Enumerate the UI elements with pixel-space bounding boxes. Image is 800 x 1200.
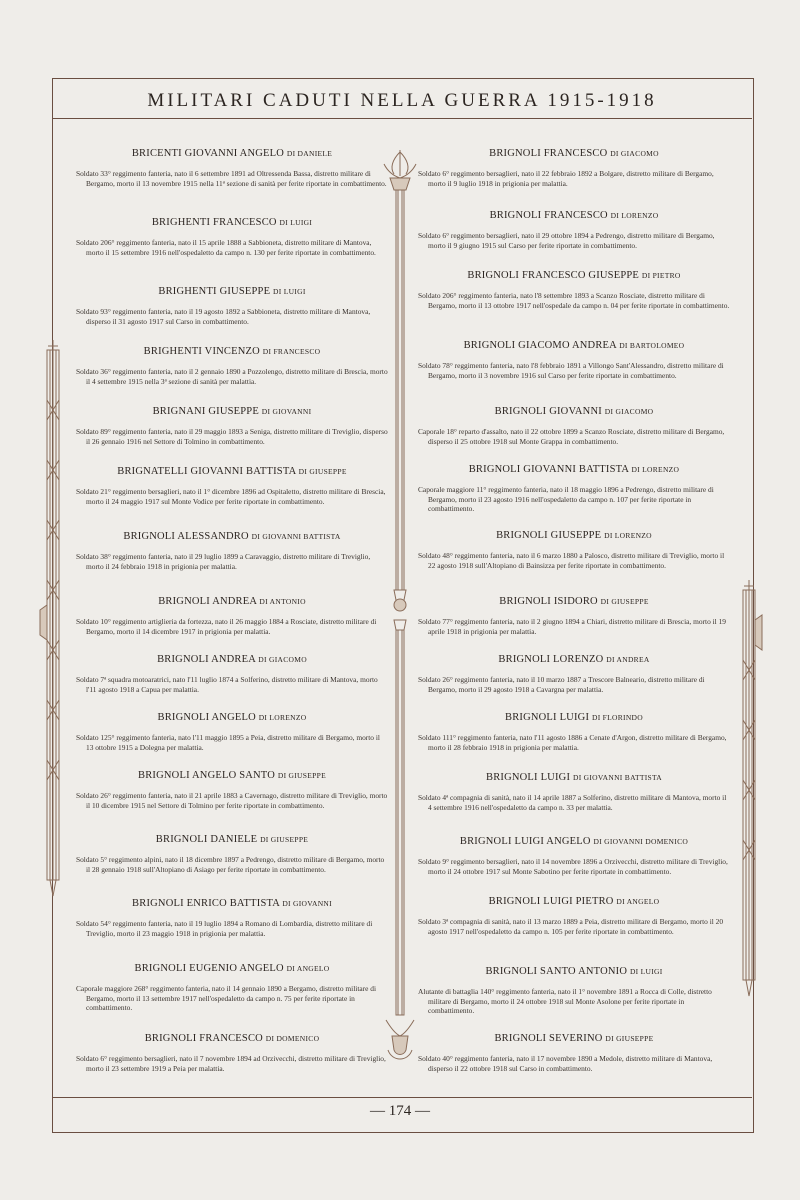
father-name: DI GIOVANNI (282, 899, 332, 908)
soldier-name: BRIGNOLI GIUSEPPE (496, 530, 602, 541)
entry-name (76, 654, 388, 665)
entry-name (418, 836, 730, 847)
father-name: DI LUIGI (629, 967, 663, 976)
soldier-name: BRIGNOLI ANDREA (157, 654, 256, 665)
entry-description: Soldato 36° reggimento fanteria, nato il 2 gennaio 1890 a Pozzolengo, distretto militare di Brescia, morto il 4 settembre 1915 nella 3ª sezione di sanità per malattia. (76, 367, 388, 386)
entry-item (76, 286, 388, 326)
entry-item (418, 406, 730, 446)
soldier-name: BRIGNOLI LUIGI (504, 712, 590, 723)
father-name: DI GIUSEPPE (600, 597, 649, 606)
entry-description: Alutante di battaglia 140° reggimento fanteria, nato il 1° novembre 1891 a Rocca di Colle, distretto militare di Bergamo, morto il 24 ottobre 1918 sul Monte Asolone per ferite riportate in combattimento. (418, 987, 712, 1016)
soldier-name: BRIGNOLI ISIDORO (499, 596, 598, 607)
father-name: DI LORENZO (604, 531, 652, 540)
father-name: DI DOMENICO (265, 1034, 320, 1043)
entry-description: Soldato 7ª squadra motoaratrici, nato l'11 luglio 1874 a Solferino, distretto militare di Mantova, morto l'11 agosto 1918 a Capua per malattia. (76, 675, 378, 694)
entry-name (418, 340, 730, 351)
father-name: DI GIACOMO (258, 655, 307, 664)
entry-item (418, 772, 730, 812)
entry-item (418, 966, 730, 1016)
entry-description: Soldato 40° reggimento fanteria, nato il 17 novembre 1890 a Medole, distretto militare di Mantova, disperso il 22 ottobre 1918 sul Carso in combattimento. (418, 1054, 713, 1073)
soldier-name: BRIGNOLI FRANCESCO (489, 210, 608, 221)
entry-description: Soldato 89° reggimento fanteria, nato il 29 maggio 1893 a Seniga, distretto militare di Treviglio, disperso il 26 gennaio 1916 nel Settore di Tolmino in combattimento. (76, 427, 388, 446)
entry-item (76, 712, 388, 752)
left-fasces-ornament (38, 340, 68, 900)
entry-name (76, 1033, 388, 1044)
entry-description: Soldato 6° reggimento bersaglieri, nato il 7 novembre 1894 ad Orzivecchi, distretto militare di Treviglio, morto il 23 settembre 1919 a Peia per malattia. (76, 1054, 386, 1073)
entry-description: Caporale 18° reparto d'assalto, nato il 22 ottobre 1899 a Scanzo Rosciate, distretto militare di Bergamo, disperso il 25 ottobre 1918 sul Monte Grappa in combattimento. (418, 427, 725, 446)
father-name: DI ANGELO (616, 897, 660, 906)
soldier-name: BRIGNOLI LUIGI ANGELO (459, 836, 591, 847)
entry-description: Soldato 111° reggimento fanteria, nato l'11 agosto 1886 a Cenate d'Argon, distretto militare di Bergamo, morto il 28 febbraio 1918 in prigionia per malattia. (418, 733, 727, 752)
father-name: DI GIACOMO (604, 407, 654, 416)
entry-description: Soldato 3ª compagnia di sanità, nato il 13 marzo 1889 a Peia, distretto militare di Bergamo, morto il 20 agosto 1917 nell'ospedaletto da campo n. 105 per ferite riportate in combattimento. (418, 917, 724, 936)
soldier-name: BRIGNOLI DANIELE (155, 834, 258, 845)
entry-item (418, 270, 730, 310)
father-name: DI GIOVANNI BATTISTA (572, 773, 662, 782)
entry-name (76, 834, 388, 845)
father-name: DI LUIGI (279, 218, 313, 227)
entry-name (76, 531, 388, 542)
entry-name (418, 148, 730, 159)
entry-name (418, 966, 730, 977)
entry-item (76, 834, 388, 874)
entry-description: Caporale maggiore 11° reggimento fanteria, nato il 18 maggio 1896 a Pedrengo, distretto militare di Bergamo, morto il 23 agosto 1916 nell'ospedaletto da campo n. 107 per ferite riportate in combattimento. (418, 485, 714, 514)
entry-item (418, 340, 730, 380)
soldier-name: BRIGNANI GIUSEPPE (152, 406, 259, 417)
entry-name (76, 406, 388, 417)
father-name: DI GIUSEPPE (260, 835, 309, 844)
entry-name (76, 217, 388, 228)
father-name: DI GIOVANNI DOMENICO (593, 837, 689, 846)
entry-description: Soldato 4ª compagnia di sanità, nato il 14 aprile 1887 a Solferino, distretto militare di Mantova, morto il 4 settembre 1916 nell'ospedaletto da campo n. 33 per malattia. (418, 793, 727, 812)
entry-item (418, 530, 730, 570)
entry-item (418, 148, 730, 188)
soldier-name: BRICENTI GIOVANNI ANGELO (131, 148, 285, 159)
entry-name (76, 770, 388, 781)
father-name: DI LORENZO (631, 465, 680, 474)
entry-item (418, 210, 730, 250)
entry-name (418, 530, 730, 541)
page-number: — 174 — (370, 1103, 430, 1119)
entry-item (418, 836, 730, 876)
father-name: DI FRANCESCO (262, 347, 321, 356)
entry-description: Soldato 93° reggimento fanteria, nato il 19 agosto 1892 a Sabbioneta, distretto militare di Mantova, disperso il 31 agosto 1917 sul Carso in combattimento. (76, 307, 371, 326)
entry-item (76, 654, 388, 694)
entry-name (418, 772, 730, 783)
entry-name (418, 654, 730, 665)
entry-name (418, 596, 730, 607)
father-name: DI ANGELO (286, 964, 330, 973)
entry-name (76, 596, 388, 607)
father-name: DI ANDREA (606, 655, 650, 664)
soldier-name: BRIGNOLI LUIGI PIETRO (488, 896, 614, 907)
soldier-name: BRIGNOLI LUIGI (485, 772, 571, 783)
father-name: DI LORENZO (258, 713, 307, 722)
right-fasces-ornament (734, 580, 764, 1000)
entry-description: Soldato 26° reggimento fanteria, nato il 21 aprile 1883 a Cavernago, distretto militare di Treviglio, morto il 10 dicembre 1915 nel Settore di Tolmino per ferite riportate in combattimento. (76, 791, 388, 810)
entry-item (418, 1033, 730, 1073)
soldier-name: BRIGNOLI FRANCESCO GIUSEPPE (467, 270, 640, 281)
father-name: DI DANIELE (286, 149, 333, 158)
entry-description: Soldato 21° reggimento bersaglieri, nato il 1° dicembre 1896 ad Ospitaletto, distretto militare di Brescia, morto il 24 maggio 1917 sul Monte Vodice per ferite riportate in combattimento. (76, 487, 386, 506)
father-name: DI GIOVANNI (261, 407, 312, 416)
entry-item (76, 531, 388, 571)
entry-item (418, 596, 730, 636)
soldier-name: BRIGNOLI GIACOMO ANDREA (463, 340, 617, 351)
father-name: DI GIUSEPPE (605, 1034, 654, 1043)
entry-name (418, 1033, 730, 1044)
soldier-name: BRIGNATELLI GIOVANNI BATTISTA (117, 466, 296, 477)
father-name: DI GIOVANNI BATTISTA (251, 532, 341, 541)
soldier-name: BRIGNOLI SANTO ANTONIO (485, 966, 628, 977)
entry-item (76, 596, 388, 636)
entry-item (76, 346, 388, 386)
entry-name (76, 148, 388, 159)
soldier-name: BRIGNOLI FRANCESCO (144, 1033, 263, 1044)
entry-description: Soldato 9° reggimento bersaglieri, nato il 14 novembre 1896 a Orzivecchi, distretto militare di Treviglio, morto il 24 ottobre 1917 sul Monte Sabotino per ferite riportate in combattimento. (418, 857, 728, 876)
soldier-name: BRIGNOLI EUGENIO ANGELO (134, 963, 284, 974)
entry-name (76, 466, 388, 477)
entry-description: Soldato 77° reggimento fanteria, nato il 2 giugno 1894 a Chiari, distretto militare di Brescia, morto il 19 aprile 1918 in prigionia per malattia. (418, 617, 726, 636)
entry-description: Soldato 10° reggimento artiglieria da fortezza, nato il 26 maggio 1884 a Rosciate, distretto militare di Bergamo, morto il 14 dicembre 1917 in prigionia per malattia. (76, 617, 377, 636)
entry-name (418, 896, 730, 907)
entry-item (76, 148, 388, 188)
father-name: DI FLORINDO (591, 713, 643, 722)
page-title: MILITARI CADUTI NELLA GUERRA 1915-1918 (147, 90, 657, 111)
father-name: DI ANTONIO (259, 597, 306, 606)
soldier-name: BRIGHENTI GIUSEPPE (158, 286, 271, 297)
entry-name (418, 210, 730, 221)
entry-name (418, 406, 730, 417)
entry-description: Soldato 48° reggimento fanteria, nato il 6 marzo 1880 a Palosco, distretto militare di Treviglio, morto il 22 agosto 1918 sull'Altopiano di Bainsizza per ferite riportate in combattimento. (418, 551, 725, 570)
soldier-name: BRIGNOLI ENRICO BATTISTA (132, 898, 280, 909)
soldier-name: BRIGNOLI GIOVANNI BATTISTA (468, 464, 629, 475)
soldier-name: BRIGNOLI SEVERINO (494, 1033, 603, 1044)
entry-item (76, 466, 388, 506)
entry-item (76, 406, 388, 446)
entry-item (418, 654, 730, 694)
father-name: DI LORENZO (610, 211, 659, 220)
entry-description: Soldato 125° reggimento fanteria, nato l'11 maggio 1895 a Peia, distretto militare di Bergamo, morto il 13 ottobre 1915 a Dolegna per malattia. (76, 733, 380, 752)
entry-name (76, 346, 388, 357)
entry-description: Soldato 33° reggimento fanteria, nato il 6 settembre 1891 ad Oltressenda Bassa, distretto militare di Bergamo, morto il 13 novembre 1915 nella 11ª sezione di sanità per ferite riportate in combattimento. (76, 169, 387, 188)
entry-description: Soldato 5° reggimento alpini, nato il 18 dicembre 1897 a Pedrengo, distretto militare di Bergamo, morto il 28 gennaio 1918 sull'Altopiano di Asiago per ferite riportate in combattimento. (76, 855, 385, 874)
entry-item (418, 464, 730, 514)
entry-name (418, 712, 730, 723)
entry-description: Soldato 54° reggimento fanteria, nato il 19 luglio 1894 a Romano di Lombardia, distretto militare di Treviglio, morto il 23 maggio 1918 in prigionia per malattia. (76, 919, 373, 938)
soldier-name: BRIGNOLI ANDREA (158, 596, 257, 607)
footer-rule (52, 1097, 752, 1098)
soldier-name: BRIGNOLI LORENZO (498, 654, 604, 665)
entry-description: Soldato 78° reggimento fanteria, nato l'8 febbraio 1891 a Villongo Sant'Alessandro, distretto militare di Bergamo, morto il 3 novembre 1916 sul Carso per ferite riportate in combattimento. (418, 361, 724, 380)
entry-item (76, 770, 388, 810)
entry-name (418, 464, 730, 475)
entry-name (76, 712, 388, 723)
entry-description: Soldato 26° reggimento fanteria, nato il 10 marzo 1887 a Trescore Balneario, distretto militare di Bergamo, morto il 29 agosto 1918 a Cavargna per malattia. (418, 675, 705, 694)
entry-description: Soldato 6° reggimento bersaglieri, nato il 22 febbraio 1892 a Bolgare, distretto militare di Bergamo, morto il 9 luglio 1918 in prigionia per malattia. (418, 169, 714, 188)
entry-item (418, 896, 730, 936)
entry-item (76, 1033, 388, 1073)
entry-name (418, 270, 730, 281)
soldier-name: BRIGNOLI ANGELO SANTO (138, 770, 276, 781)
soldier-name: BRIGHENTI VINCENZO (143, 346, 260, 357)
entry-description: Soldato 38° reggimento fanteria, nato il 29 luglio 1899 a Caravaggio, distretto militare di Treviglio, morto il 24 febbraio 1918 in prigionia per malattia. (76, 552, 371, 571)
entry-name (76, 286, 388, 297)
father-name: DI LUIGI (273, 287, 306, 296)
soldier-name: BRIGNOLI ALESSANDRO (123, 531, 249, 542)
soldier-name: BRIGHENTI FRANCESCO (151, 217, 277, 228)
soldier-name: BRIGNOLI GIOVANNI (494, 406, 602, 417)
entry-name (76, 963, 388, 974)
entry-item (76, 217, 388, 257)
entry-description: Soldato 206° reggimento fanteria, nato il 15 aprile 1888 a Sabbioneta, distretto militare di Mantova, morto il 15 settembre 1916 nell'ospedaletto da campo n. 130 per ferite riportate in combattimento. (76, 238, 376, 257)
soldier-name: BRIGNOLI ANGELO (157, 712, 256, 723)
entry-item (76, 898, 388, 938)
entry-item (418, 712, 730, 752)
soldier-name: BRIGNOLI FRANCESCO (489, 148, 608, 159)
entry-name (76, 898, 388, 909)
father-name: DI GIUSEPPE (277, 771, 326, 780)
father-name: DI PIETRO (641, 271, 681, 280)
entry-item (76, 963, 388, 1013)
father-name: DI GIACOMO (610, 149, 659, 158)
entry-description: Soldato 206° reggimento fanteria, nato l'8 settembre 1893 a Scanzo Rosciate, distretto militare di Bergamo, morto il 13 ottobre 1917 nell'ospedale da campo n. 04 per ferite riportate in combattimento. (418, 291, 730, 310)
entry-description: Soldato 6° reggimento bersaglieri, nato il 29 ottobre 1894 a Pedrengo, distretto militare di Bergamo, morto il 9 giugno 1915 sul Carso per ferite riportate in combattimento. (418, 231, 715, 250)
father-name: DI BARTOLOMEO (619, 341, 685, 350)
entry-description: Caporale maggiore 268° reggimento fanteria, nato il 14 gennaio 1890 a Bergamo, distretto militare di Bergamo, morto il 13 settembre 1917 nell'ospedaletto da campo n. 75 per ferite riportate in combattimento. (76, 984, 377, 1013)
father-name: DI GIUSEPPE (298, 467, 347, 476)
page-header (52, 78, 752, 119)
